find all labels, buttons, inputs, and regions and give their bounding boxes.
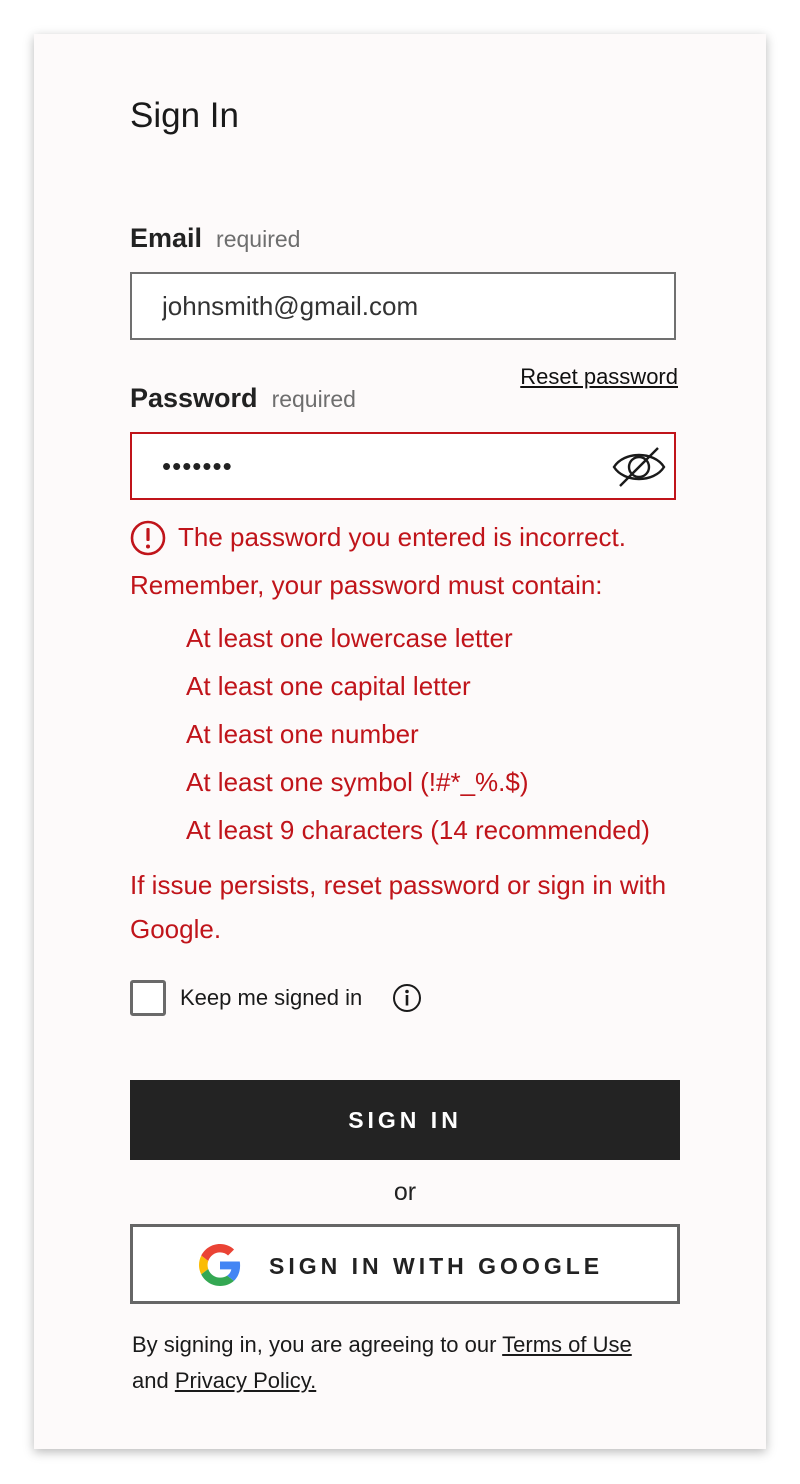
exclamation-circle-icon [130, 520, 166, 556]
email-label [130, 221, 300, 256]
email-field-box [130, 272, 676, 340]
password-rule: At least one number [186, 719, 419, 749]
legal-prefix: By signing in, you are agreeing to our [132, 1332, 497, 1357]
persist-message: If issue persists, reset password or sign in with Google. [130, 870, 667, 944]
reset-password-link[interactable]: Reset password [520, 364, 678, 389]
password-rule: At least one capital letter [186, 671, 471, 701]
password-required-hint: required [271, 386, 356, 412]
password-field-box [130, 432, 676, 500]
email-label-text: Email [130, 223, 203, 253]
sign-in-card [34, 34, 766, 1449]
legal-text [132, 1327, 652, 1399]
google-logo-icon [199, 1244, 241, 1286]
password-rule: At least one symbol (!#*_%.$) [186, 767, 529, 797]
password-rules-intro: Remember, your password must contain: [130, 570, 603, 600]
error-message: The password you entered is incorrect. [178, 522, 626, 552]
keep-signed-in-label[interactable]: Keep me signed in [180, 985, 363, 1010]
password-label [130, 381, 356, 416]
legal-and: and [132, 1368, 169, 1393]
password-label-text: Password [130, 383, 258, 413]
page-title: Sign In [130, 96, 239, 135]
sign-in-with-google-label: SIGN IN WITH GOOGLE [269, 1253, 604, 1279]
privacy-policy-link[interactable]: Privacy Policy. [174, 1368, 317, 1393]
eye-slash-icon[interactable] [610, 442, 668, 492]
password-field[interactable] [162, 434, 602, 498]
keep-signed-in-checkbox[interactable] [130, 980, 166, 1016]
or-divider: or [393, 1178, 417, 1206]
info-circle-icon[interactable] [392, 983, 422, 1013]
terms-of-use-link[interactable]: Terms of Use [502, 1332, 632, 1357]
sign-in-button[interactable]: SIGN IN [130, 1080, 680, 1160]
password-rule: At least one lowercase letter [186, 623, 513, 653]
toggle-password-visibility-button[interactable] [610, 442, 668, 492]
email-required-hint: required [216, 226, 301, 252]
password-rule: At least 9 characters (14 recommended) [186, 815, 650, 845]
email-field[interactable] [162, 274, 602, 338]
password-rules-list [186, 614, 650, 854]
sign-in-with-google-button[interactable] [130, 1224, 680, 1304]
